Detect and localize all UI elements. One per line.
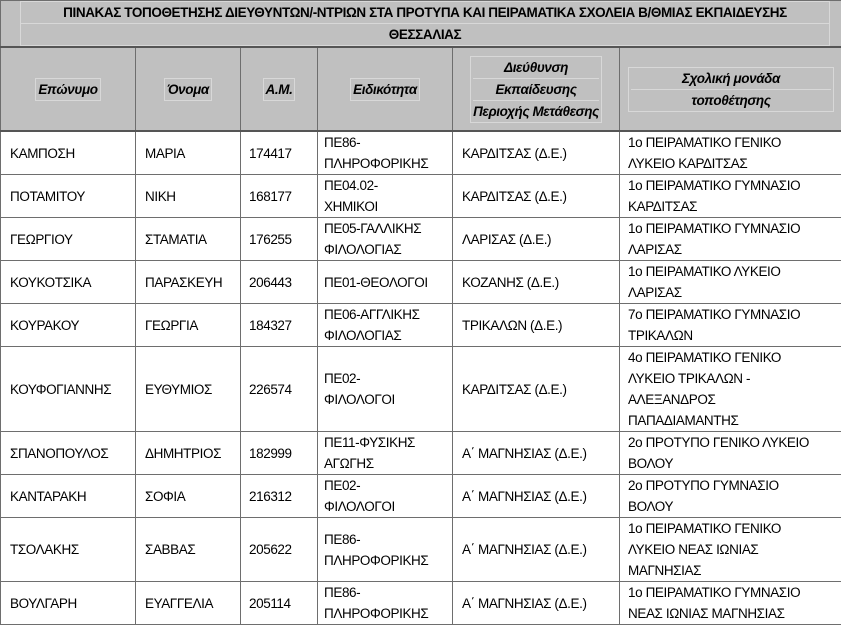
table-row [1, 347, 841, 432]
cell-specialty [318, 475, 453, 518]
header-label: Σχολική μονάδα [631, 68, 831, 90]
cell-surname: ΒΟΥΛΓΑΡΗ [1, 582, 136, 625]
cell-school-unit [620, 131, 841, 175]
cell-education-directorate: ΚΑΡΔΙΤΣΑΣ (Δ.Ε.) [453, 347, 620, 432]
cell-line: ΛΑΡΙΣΑΣ [628, 282, 840, 303]
cell-line: 4ο ΠΕΙΡΑΜΑΤΙΚΟ ΓΕΝΙΚΟ [628, 347, 840, 368]
header-label: Διεύθυνση [473, 57, 599, 79]
cell-line: ΠΛΗΡΟΦΟΡΙΚΗΣ [324, 603, 450, 624]
cell-line: ΠΕ86- [324, 582, 450, 603]
cell-education-directorate: Α΄ ΜΑΓΝΗΣΙΑΣ (Δ.Ε.) [453, 432, 620, 475]
header-first-name [136, 47, 241, 131]
cell-line: ΦΙΛΟΛΟΓΙΑΣ [324, 239, 450, 260]
cell-surname: ΚΟΥΚΟΤΣΙΚΑ [1, 261, 136, 304]
cell-line: 1ο ΠΕΙΡΑΜΑΤΙΚΟ ΛΥΚΕΙΟ [628, 261, 840, 282]
cell-line: 1ο ΠΕΙΡΑΜΑΤΙΚΟ ΓΥΜΝΑΣΙΟ [628, 218, 840, 239]
cell-first-name: ΜΑΡΙΑ [136, 131, 241, 175]
cell-line: ΜΑΓΝΗΣΙΑΣ [628, 560, 840, 581]
cell-line: 1ο ΠΕΙΡΑΜΑΤΙΚΟ ΓΥΜΝΑΣΙΟ [628, 582, 840, 603]
cell-line: ΒΟΛΟΥ [628, 453, 840, 474]
cell-line: ΧΗΜΙΚΟΙ [324, 196, 450, 217]
table-row [1, 131, 841, 175]
header-surname [1, 47, 136, 131]
cell-line: ΝΕΑΣ ΙΩΝΙΑΣ ΜΑΓΝΗΣΙΑΣ [628, 603, 840, 624]
header-school-unit [620, 47, 841, 131]
cell-registry-number: 174417 [241, 131, 318, 175]
table-body [1, 131, 841, 625]
table-title [1, 1, 841, 48]
cell-line: ΦΙΛΟΛΟΓΟΙ [324, 389, 450, 410]
cell-line: ΠΕ11-ΦΥΣΙΚΗΣ [324, 432, 450, 453]
cell-surname: ΚΑΜΠΟΣΗ [1, 131, 136, 175]
table-row [1, 175, 841, 218]
cell-line: 1ο ΠΕΙΡΑΜΑΤΙΚΟ ΓΕΝΙΚΟ [628, 518, 840, 539]
cell-school-unit [620, 347, 841, 432]
table-row [1, 432, 841, 475]
cell-surname: ΠΟΤΑΜΙΤΟΥ [1, 175, 136, 218]
header-label: τοποθέτησης [631, 90, 831, 111]
header-label: Όνομα [167, 79, 209, 100]
cell-specialty [318, 131, 453, 175]
cell-first-name: ΣΤΑΜΑΤΙΑ [136, 218, 241, 261]
cell-surname: ΤΣΟΛΑΚΗΣ [1, 518, 136, 582]
cell-registry-number: 206443 [241, 261, 318, 304]
cell-school-unit [620, 518, 841, 582]
header-label: Εκπαίδευσης [473, 79, 599, 101]
cell-line: ΒΟΛΟΥ [628, 496, 840, 517]
cell-line: ΠΕ04.02- [324, 175, 450, 196]
cell-education-directorate: Α΄ ΜΑΓΝΗΣΙΑΣ (Δ.Ε.) [453, 582, 620, 625]
cell-surname: ΓΕΩΡΓΙΟΥ [1, 218, 136, 261]
cell-school-unit [620, 432, 841, 475]
cell-first-name: ΓΕΩΡΓΙΑ [136, 304, 241, 347]
cell-line: ΠΕ02- [324, 368, 450, 389]
cell-first-name: ΕΥΘΥΜΙΟΣ [136, 347, 241, 432]
cell-first-name: ΔΗΜΗΤΡΙΟΣ [136, 432, 241, 475]
header-label: Α.Μ. [266, 79, 293, 100]
cell-education-directorate: Α΄ ΜΑΓΝΗΣΙΑΣ (Δ.Ε.) [453, 518, 620, 582]
cell-line: ΦΙΛΟΛΟΓΟΙ [324, 496, 450, 517]
cell-registry-number: 205622 [241, 518, 318, 582]
cell-line: ΑΓΩΓΗΣ [324, 453, 450, 474]
cell-line: ΛΑΡΙΣΑΣ [628, 239, 840, 260]
cell-line: ΛΥΚΕΙΟ ΤΡΙΚΑΛΩΝ - [628, 368, 840, 389]
header-registry-number [241, 47, 318, 131]
cell-specialty [318, 347, 453, 432]
cell-specialty [318, 518, 453, 582]
cell-line: 2ο ΠΡΟΤΥΠΟ ΓΕΝΙΚΟ ΛΥΚΕΙΟ [628, 432, 840, 453]
title-line: ΠΙΝΑΚΑΣ ΤΟΠΟΘΕΤΗΣΗΣ ΔΙΕΥΘΥΝΤΩΝ/-ΝΤΡΙΩΝ ΣΤΑ ΠΡΟΤΥΠΑ ΚΑΙ ΠΕΙΡΑΜΑΤΙΚΑ ΣΧΟΛΕΙΑ Β/ΘΜΙΑΣ ΕΚΠΑΙΔΕΥΣΗΣ [21, 2, 829, 24]
cell-line: ΠΛΗΡΟΦΟΡΙΚΗΣ [324, 550, 450, 571]
cell-school-unit [620, 175, 841, 218]
table-row [1, 261, 841, 304]
header-label: Ειδικότητα [353, 79, 417, 100]
cell-first-name: ΣΟΦΙΑ [136, 475, 241, 518]
cell-specialty [318, 432, 453, 475]
cell-specialty [318, 175, 453, 218]
header-label: Περιοχής Μετάθεσης [473, 101, 599, 122]
cell-line: 7ο ΠΕΙΡΑΜΑΤΙΚΟ ΓΥΜΝΑΣΙΟ [628, 304, 840, 325]
cell-education-directorate: ΛΑΡΙΣΑΣ (Δ.Ε.) [453, 218, 620, 261]
cell-line: ΚΑΡΔΙΤΣΑΣ [628, 196, 840, 217]
header-label: Επώνυμο [38, 79, 97, 100]
cell-education-directorate: ΚΑΡΔΙΤΣΑΣ (Δ.Ε.) [453, 175, 620, 218]
cell-line: ΛΥΚΕΙΟ ΝΕΑΣ ΙΩΝΙΑΣ [628, 539, 840, 560]
cell-specialty [318, 261, 453, 304]
cell-education-directorate: ΚΑΡΔΙΤΣΑΣ (Δ.Ε.) [453, 131, 620, 175]
cell-line: ΠΕ02- [324, 475, 450, 496]
header-education-directorate [453, 47, 620, 131]
cell-line: ΤΡΙΚΑΛΩΝ [628, 325, 840, 346]
cell-surname: ΚΟΥΡΑΚΟΥ [1, 304, 136, 347]
table-row [1, 582, 841, 625]
cell-first-name: ΣΑΒΒΑΣ [136, 518, 241, 582]
cell-registry-number: 205114 [241, 582, 318, 625]
cell-education-directorate: ΤΡΙΚΑΛΩΝ (Δ.Ε.) [453, 304, 620, 347]
cell-school-unit [620, 261, 841, 304]
cell-line: ΠΑΠΑΔΙΑΜΑΝΤΗΣ [628, 410, 840, 431]
cell-school-unit [620, 582, 841, 625]
cell-first-name: ΕΥΑΓΓΕΛΙΑ [136, 582, 241, 625]
cell-registry-number: 216312 [241, 475, 318, 518]
cell-school-unit [620, 218, 841, 261]
header-specialty [318, 47, 453, 131]
cell-registry-number: 184327 [241, 304, 318, 347]
cell-surname: ΚΟΥΦΟΓΙΑΝΝΗΣ [1, 347, 136, 432]
title-line: ΘΕΣΣΑΛΙΑΣ [21, 24, 829, 45]
cell-specialty [318, 582, 453, 625]
cell-surname: ΣΠΑΝΟΠΟΥΛΟΣ [1, 432, 136, 475]
table-row [1, 518, 841, 582]
cell-line: 1ο ΠΕΙΡΑΜΑΤΙΚΟ ΓΥΜΝΑΣΙΟ [628, 175, 840, 196]
cell-line: 1ο ΠΕΙΡΑΜΑΤΙΚΟ ΓΕΝΙΚΟ [628, 132, 840, 153]
cell-line: 2ο ΠΡΟΤΥΠΟ ΓΥΜΝΑΣΙΟ [628, 475, 840, 496]
table-row [1, 218, 841, 261]
table-row [1, 304, 841, 347]
cell-specialty [318, 218, 453, 261]
cell-line: ΠΕ06-ΑΓΓΛΙΚΗΣ [324, 304, 450, 325]
cell-education-directorate: Α΄ ΜΑΓΝΗΣΙΑΣ (Δ.Ε.) [453, 475, 620, 518]
cell-school-unit [620, 475, 841, 518]
cell-line: ΠΕ01-ΘΕΟΛΟΓΟΙ [324, 272, 450, 293]
cell-school-unit [620, 304, 841, 347]
cell-surname: ΚΑΝΤΑΡΑΚΗ [1, 475, 136, 518]
cell-first-name: ΝΙΚΗ [136, 175, 241, 218]
cell-line: ΠΕ86- [324, 529, 450, 550]
cell-line: ΠΕ05-ΓΑΛΛΙΚΗΣ [324, 218, 450, 239]
cell-line: ΦΙΛΟΛΟΓΙΑΣ [324, 325, 450, 346]
cell-line: ΑΛΕΞΑΝΔΡΟΣ [628, 389, 840, 410]
cell-first-name: ΠΑΡΑΣΚΕΥΗ [136, 261, 241, 304]
cell-registry-number: 226574 [241, 347, 318, 432]
header-row [1, 47, 841, 131]
cell-line: ΛΥΚΕΙΟ ΚΑΡΔΙΤΣΑΣ [628, 153, 840, 174]
cell-registry-number: 168177 [241, 175, 318, 218]
table-row [1, 475, 841, 518]
cell-registry-number: 182999 [241, 432, 318, 475]
cell-line: ΠΕ86- [324, 132, 450, 153]
cell-education-directorate: ΚΟΖΑΝΗΣ (Δ.Ε.) [453, 261, 620, 304]
cell-registry-number: 176255 [241, 218, 318, 261]
cell-specialty [318, 304, 453, 347]
cell-line: ΠΛΗΡΟΦΟΡΙΚΗΣ [324, 153, 450, 174]
